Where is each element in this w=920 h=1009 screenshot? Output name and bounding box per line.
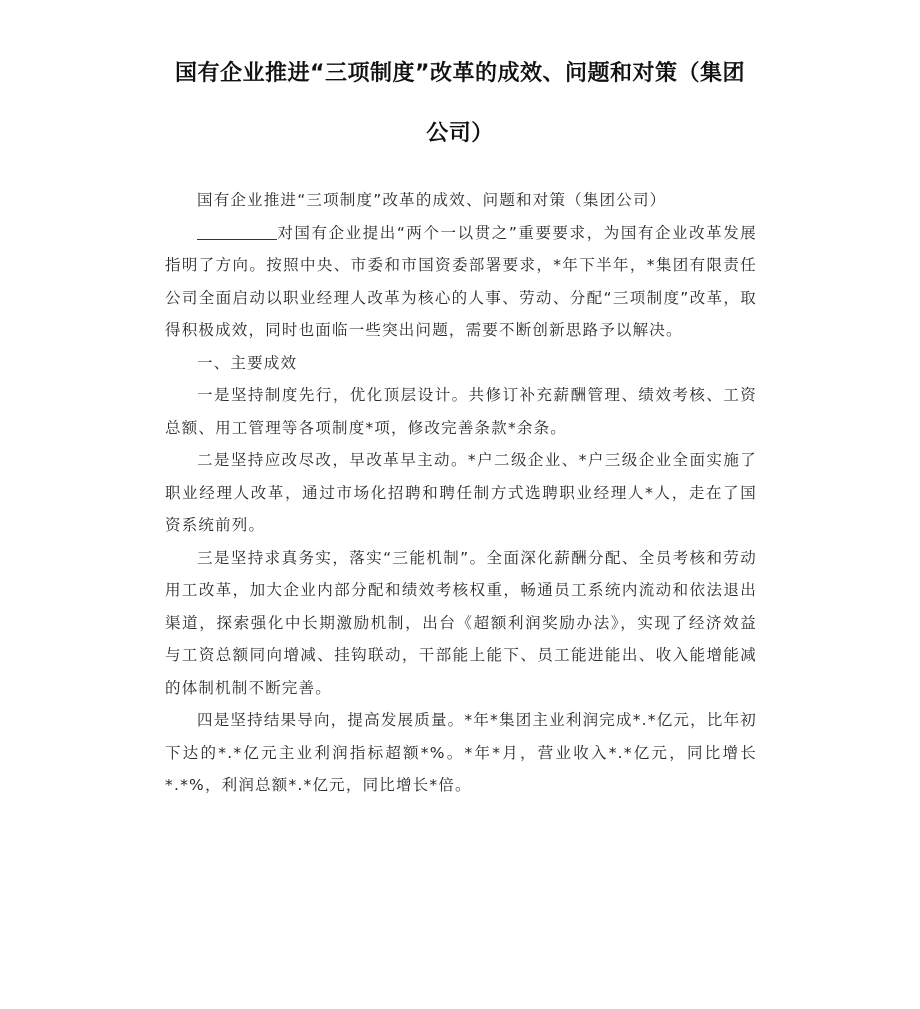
paragraph-point-2: 二是坚持应改尽改，早改革早主动。*户二级企业、*户三级企业全面实施了职业经理人改革，通过市场化招聘和聘任制方式选聘职业经理人*人，走在了国资系统前列。 [165,451,757,534]
paragraph-intro-text: 对国有企业提出“两个一以贯之”重要要求，为国有企业改革发展指明了方向。按照中央、市委和市国资委部署要求，*年下半年，*集团有限责任公司全面启动以职业经理人改革为核心的人事、劳动、分配“三项制度”改革，取得积极成效，同时也面临一些突出问题，需要不断创新思路予以解决。 [165,223,757,339]
paragraph-heading-repeat: 国有企业推进“三项制度”改革的成效、问题和对策（集团公司） [197,191,667,209]
paragraph-point-4: 四是坚持结果导向，提高发展质量。*年*集团主业利润完成*.*亿元，比年初下达的*.*亿元主业利润指标超额*%。*年*月，营业收入*.*亿元，同比增长*.*%，利润总额*.*亿元，同比增长*倍。 [165,711,757,794]
document-title-line-2: 公司） [426,121,494,146]
blank-underline [197,219,277,240]
document-body [165,184,757,802]
paragraph-point-3: 三是坚持求真务实，落实“三能机制”。全面深化薪酬分配、全员考核和劳动用工改革，加大企业内部分配和绩效考核权重，畅通员工系统内流动和依法退出渠道，探索强化中长期激励机制，出台《超额利润奖励办法》，实现了经济效益与工资总额同向增减、挂钩联动，干部能上能下、员工能进能出、收入能增能减的体制机制不断完善。 [165,548,757,697]
document-title-line-1: 国有企业推进“三项制度”改革的成效、问题和对策（集团 [175,61,745,86]
paragraph-point-1: 一是坚持制度先行，优化顶层设计。共修订补充薪酬管理、绩效考核、工资总额、用工管理等各项制度*项，修改完善条款*余条。 [165,386,757,437]
section-heading-achievements: 一、主要成效 [197,353,298,372]
paragraph-intro [165,217,757,347]
